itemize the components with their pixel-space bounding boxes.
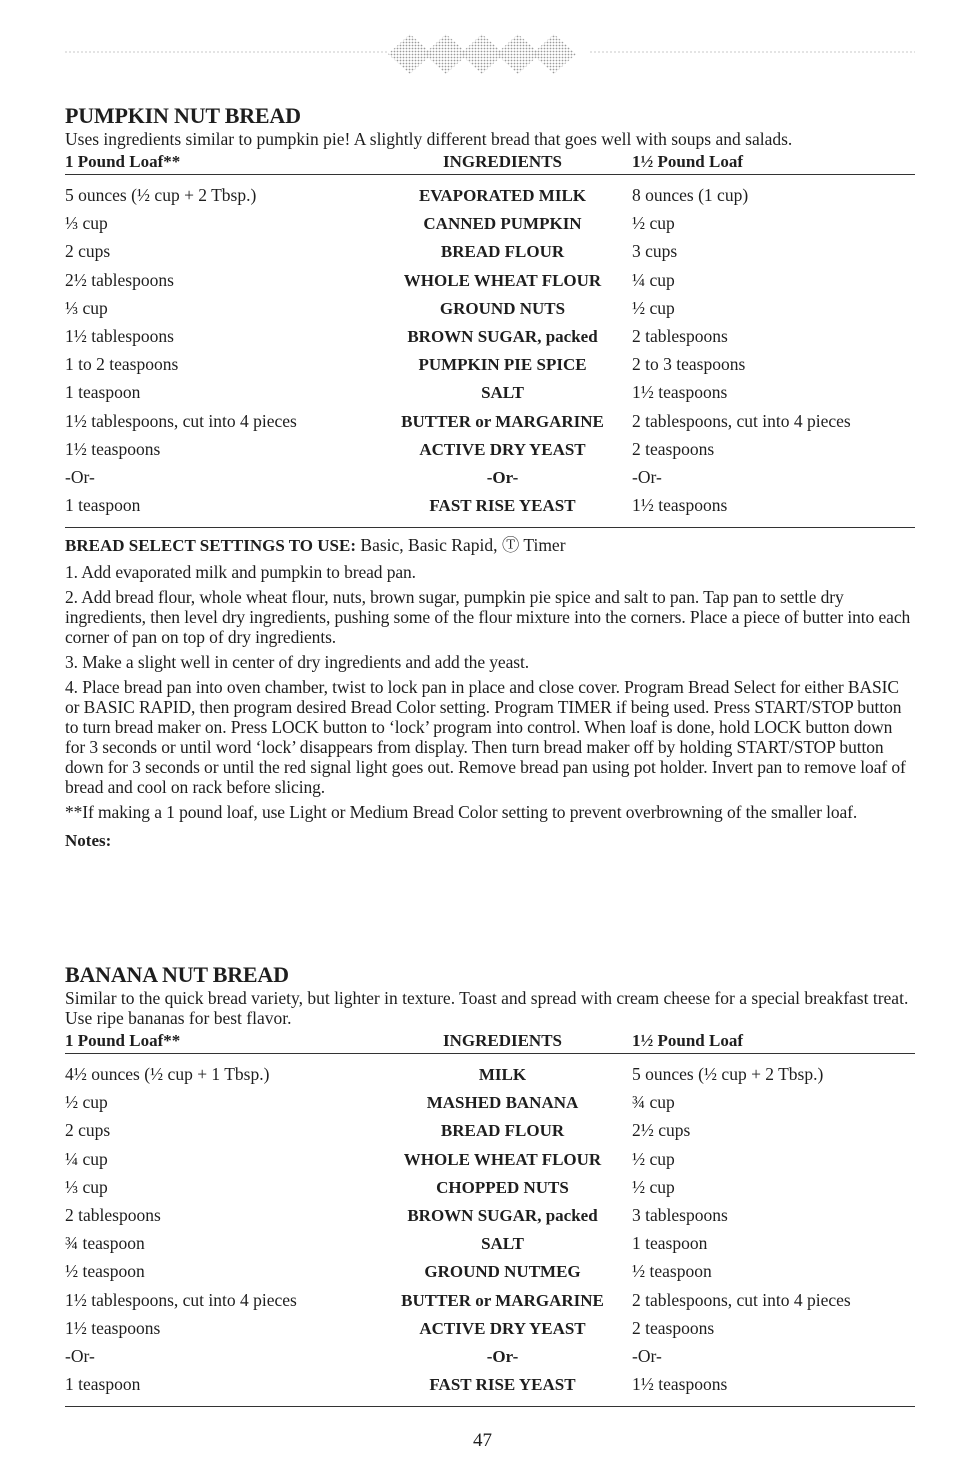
recipe-intro: Similar to the quick bread variety, but lighter in texture. Toast and spread with cream cheese for a special breakfast treat. Use ripe bananas for best flavor. — [65, 988, 909, 1028]
ingredients-table — [65, 1054, 915, 1407]
ingredients-table-header — [65, 1028, 915, 1054]
amount-small: 2½ tablespoons — [65, 269, 174, 290]
amount-large: 8 ounces (1 cup) — [632, 185, 749, 205]
header-ornament — [0, 32, 965, 82]
amount-large: -Or- — [632, 466, 662, 487]
table-row — [65, 1318, 915, 1346]
ingredient-name: SALT — [481, 383, 524, 403]
amount-small: 1½ teaspoons — [65, 1317, 161, 1338]
ingredient-name: MILK — [478, 1065, 527, 1084]
amount-large: ½ cup — [632, 1176, 675, 1197]
header-1-5-pound: 1½ Pound Loaf — [632, 1031, 743, 1050]
amount-small: 2 tablespoons — [65, 1204, 161, 1225]
header-ingredients: INGREDIENTS — [442, 152, 563, 171]
amount-large: ½ cup — [632, 297, 675, 318]
notes-label: Notes: — [65, 831, 112, 851]
table-row — [65, 467, 915, 495]
table-row — [65, 382, 915, 410]
bread-select-settings — [65, 534, 915, 557]
ingredient-name: EVAPORATED MILK — [418, 186, 587, 205]
amount-small: 2 cups — [65, 241, 111, 262]
amount-large: 1½ teaspoons — [632, 495, 728, 516]
diamond-5 — [532, 34, 576, 74]
ingredients-table — [65, 175, 915, 528]
header-ingredients: INGREDIENTS — [442, 1031, 563, 1050]
table-row — [65, 1261, 915, 1289]
table-row — [65, 1290, 915, 1318]
amount-small: 1½ teaspoons — [65, 438, 161, 459]
ingredient-name: MASHED BANANA — [426, 1093, 579, 1113]
ingredient-name: FAST RISE YEAST — [429, 496, 576, 516]
ingredients-table-header — [65, 149, 915, 175]
header-1-pound: 1 Pound Loaf** — [65, 1031, 181, 1050]
ingredient-name: CHOPPED NUTS — [436, 1177, 569, 1197]
ingredient-name: BREAD FLOUR — [440, 242, 565, 262]
header-1-pound: 1 Pound Loaf** — [65, 152, 181, 171]
ingredient-name: GROUND NUTMEG — [424, 1262, 581, 1282]
table-row — [65, 1177, 915, 1205]
amount-large: 2 teaspoons — [632, 438, 715, 459]
ingredient-name: WHOLE WHEAT FLOUR — [403, 270, 602, 290]
page-number: 47 — [473, 1430, 492, 1451]
footnote: **If making a 1 pound loaf, use Light or Medium Bread Color setting to prevent overbrowning of the smaller loaf. — [65, 802, 858, 823]
amount-small: ¼ cup — [65, 1148, 108, 1169]
table-row — [65, 411, 915, 439]
amount-large: 2 teaspoons — [632, 1317, 715, 1338]
amount-large: 2 tablespoons, cut into 4 pieces — [632, 1289, 851, 1310]
amount-small: -Or- — [65, 1345, 95, 1366]
table-row — [65, 1346, 915, 1374]
table-row — [65, 354, 915, 382]
table-row — [65, 1205, 915, 1233]
ingredient-name: BROWN SUGAR, packed — [407, 1205, 598, 1225]
ingredient-name: ACTIVE DRY YEAST — [419, 1318, 586, 1338]
amount-large: 3 tablespoons — [632, 1204, 728, 1225]
ingredient-name: BUTTER or MARGARINE — [401, 1290, 604, 1310]
amount-large: ¾ cup — [632, 1092, 675, 1113]
recipe-banana-nut-bread — [65, 962, 915, 1407]
ingredient-name: GROUND NUTS — [439, 298, 566, 318]
recipe-intro: Uses ingredients similar to pumpkin pie! A slightly different bread that goes well with soups and salads. — [65, 129, 793, 149]
settings-label: BREAD SELECT SETTINGS TO USE: — [65, 536, 357, 556]
ingredient-name: -Or- — [486, 1346, 519, 1366]
amount-small: 1 teaspoon — [65, 382, 141, 403]
recipe-title: PUMPKIN NUT BREAD — [65, 103, 301, 128]
amount-small: 5 ounces (½ cup + 2 Tbsp.) — [65, 185, 257, 205]
amount-small: 4½ ounces (½ cup + 1 Tbsp.) — [65, 1064, 270, 1084]
amount-large: 1½ teaspoons — [632, 1374, 728, 1395]
ingredient-name: FAST RISE YEAST — [429, 1375, 576, 1395]
instruction-step: 2. Add bread flour, whole wheat flour, nuts, brown sugar, pumpkin pie spice and salt to pan. Tap pan to settle dry ingredients, then level dry ingredients, pushing some of the flour mixture into the corners. Place a piece of butter into each corner of pan on top of dry ingredients. — [65, 587, 911, 648]
amount-small: ⅓ cup — [65, 1176, 108, 1197]
amount-large: ½ teaspoon — [632, 1261, 712, 1282]
amount-large: 1 teaspoon — [632, 1233, 708, 1254]
ingredient-name: CANNED PUMPKIN — [423, 214, 582, 234]
table-row — [65, 241, 915, 269]
amount-large: -Or- — [632, 1345, 662, 1366]
amount-small: ½ cup — [65, 1092, 108, 1113]
ingredient-name: BUTTER or MARGARINE — [401, 411, 604, 431]
ingredient-name: ACTIVE DRY YEAST — [419, 439, 586, 459]
table-row — [65, 326, 915, 354]
amount-small: ⅓ cup — [65, 213, 108, 234]
recipe-title: BANANA NUT BREAD — [65, 962, 289, 987]
instruction-step: 3. Make a slight well in center of dry ingredients and add the yeast. — [65, 652, 530, 673]
amount-small: ⅓ cup — [65, 297, 108, 318]
table-row — [65, 495, 915, 523]
instruction-step: 4. Place bread pan into oven chamber, twist to lock pan in place and close cover. Program Bread Select for either BASIC or BASIC RAPID, then program desired Bread Color setting. Program TIMER if being used. Press START/STOP button to turn bread maker on. Press LOCK button to ‘lock’ program into control. When loaf is done, hold LOCK button down for 3 seconds or until word ‘lock’ disappears from display. Then turn bread maker off by holding START/STOP button down for 3 seconds or until the red signal light goes out. Remove bread pan using pot holder. Invert pan to remove loaf of bread and cool on rack before slicing. — [65, 677, 906, 798]
amount-large: 2 tablespoons, cut into 4 pieces — [632, 410, 851, 431]
table-row — [65, 1120, 915, 1148]
amount-small: ¾ teaspoon — [65, 1233, 145, 1254]
amount-large: ½ cup — [632, 1148, 675, 1169]
ingredient-name: BREAD FLOUR — [440, 1121, 565, 1141]
settings-value: Basic, Basic Rapid, Ⓣ Timer — [360, 535, 566, 556]
amount-small: -Or- — [65, 466, 95, 487]
ingredient-name: BROWN SUGAR, packed — [407, 326, 598, 346]
ingredient-name: WHOLE WHEAT FLOUR — [403, 1149, 602, 1169]
table-row — [65, 213, 915, 241]
table-row — [65, 185, 915, 213]
recipe-pumpkin-nut-bread — [65, 103, 915, 851]
table-row — [65, 439, 915, 467]
amount-small: 1 teaspoon — [65, 495, 141, 516]
table-row — [65, 1064, 915, 1092]
amount-small: ½ teaspoon — [65, 1261, 145, 1282]
table-row — [65, 1092, 915, 1120]
amount-small: 1½ tablespoons — [65, 325, 174, 346]
ingredient-name: PUMPKIN PIE SPICE — [418, 355, 587, 375]
table-row — [65, 1149, 915, 1177]
amount-large: 5 ounces (½ cup + 2 Tbsp.) — [632, 1064, 824, 1084]
amount-large: ½ cup — [632, 213, 675, 234]
instruction-step: 1. Add evaporated milk and pumpkin to bread pan. — [65, 562, 416, 583]
amount-small: 2 cups — [65, 1120, 111, 1141]
table-row — [65, 1233, 915, 1261]
amount-small: 1½ tablespoons, cut into 4 pieces — [65, 410, 297, 431]
amount-large: 2 to 3 teaspoons — [632, 354, 746, 375]
amount-large: 3 cups — [632, 241, 678, 262]
header-1-5-pound: 1½ Pound Loaf — [632, 152, 743, 171]
ingredient-name: -Or- — [486, 467, 519, 487]
amount-large: ¼ cup — [632, 269, 675, 290]
amount-small: 1 teaspoon — [65, 1374, 141, 1395]
amount-large: 1½ teaspoons — [632, 382, 728, 403]
table-row — [65, 298, 915, 326]
amount-small: 1½ tablespoons, cut into 4 pieces — [65, 1289, 297, 1310]
table-row — [65, 270, 915, 298]
amount-large: 2½ cups — [632, 1120, 691, 1141]
amount-small: 1 to 2 teaspoons — [65, 354, 179, 375]
amount-large: 2 tablespoons — [632, 325, 728, 346]
table-row — [65, 1374, 915, 1402]
ingredient-name: SALT — [481, 1234, 524, 1254]
